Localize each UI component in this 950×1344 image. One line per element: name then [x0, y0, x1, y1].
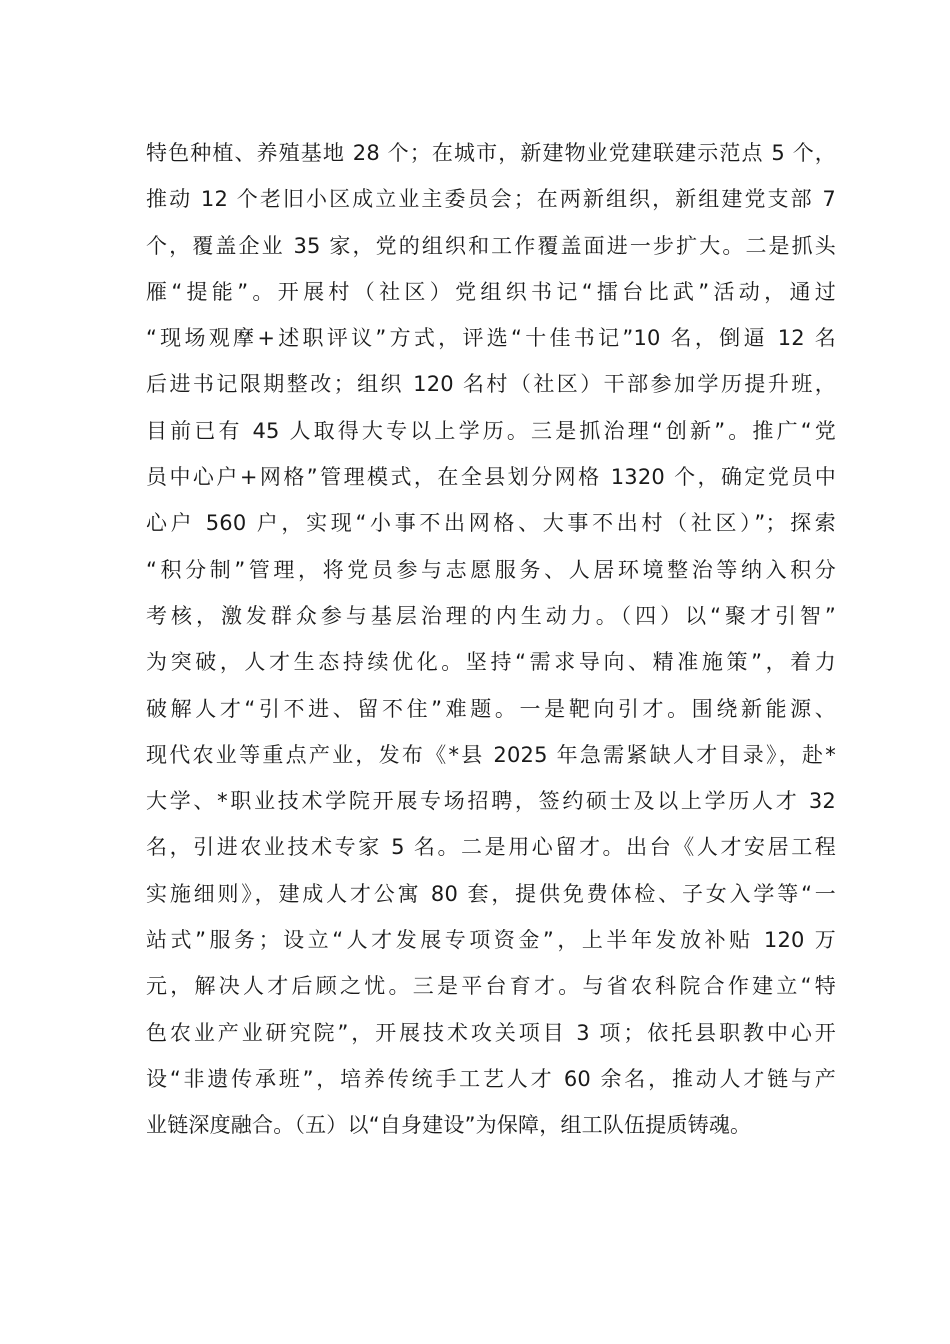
text-line-17: 实施细则》，建成人才公寓 80 套，提供免费体检、子女入学等“一 [146, 881, 836, 906]
text-line-1: 特色种植、养殖基地 28 个；在城市，新建物业党建联建示范点 5 个， [146, 141, 836, 165]
body-paragraph [146, 130, 836, 1149]
text-line-10: “积分制”管理，将党员参与志愿服务、人居环境整治等纳入积分 [146, 557, 836, 582]
text-line-4: 雁“提能”。开展村（社区）党组织书记“擂台比武”活动，通过 [146, 279, 836, 304]
text-line-9: 心户 560 户，实现“小事不出网格、大事不出村（社区）”；探索 [146, 511, 836, 536]
text-line-20: 色农业产业研究院”，开展技术攻关项目 3 项；依托县职教中心开 [146, 1020, 836, 1045]
text-line-22: 业链深度融合。（五）以“自身建设”为保障，组工队伍提质铸魂。 [146, 1113, 752, 1138]
text-line-13: 破解人才“引不进、留不住”难题。一是靶向引才。围绕新能源、 [146, 696, 836, 721]
text-line-5: “现场观摩+述职评议”方式，评选“十佳书记”10 名，倒逼 12 名 [146, 326, 836, 351]
text-line-8: 员中心户+网格”管理模式，在全县划分网格 1320 个，确定党员中 [146, 465, 836, 490]
text-line-6: 后进书记限期整改；组织 120 名村（社区）干部参加学历提升班， [146, 372, 836, 397]
text-line-18: 站式”服务；设立“人才发展专项资金”，上半年发放补贴 120 万 [146, 928, 836, 953]
text-line-16: 名，引进农业技术专家 5 名。二是用心留才。出台《人才安居工程 [146, 835, 836, 860]
text-line-12: 为突破，人才生态持续优化。坚持“需求导向、精准施策”，着力 [146, 650, 836, 675]
text-line-3: 个，覆盖企业 35 家，党的组织和工作覆盖面进一步扩大。二是抓头 [146, 233, 836, 258]
text-line-2: 推动 12 个老旧小区成立业主委员会；在两新组织，新组建党支部 7 [146, 187, 836, 212]
text-line-19: 元，解决人才后顾之忧。三是平台育才。与省农科院合作建立“特 [146, 974, 836, 999]
text-line-21: 设“非遗传承班”，培养传统手工艺人才 60 余名，推动人才链与产 [146, 1066, 836, 1091]
text-line-11: 考核，激发群众参与基层治理的内生动力。（四）以“聚才引智” [146, 603, 836, 628]
text-line-14: 现代农业等重点产业，发布《*县 2025 年急需紧缺人才目录》，赴* [146, 742, 836, 767]
text-line-7: 目前已有 45 人取得大专以上学历。三是抓治理“创新”。推广“党 [146, 418, 836, 443]
text-line-15: 大学、*职业技术学院开展专场招聘，签约硕士及以上学历人才 32 [146, 789, 836, 814]
